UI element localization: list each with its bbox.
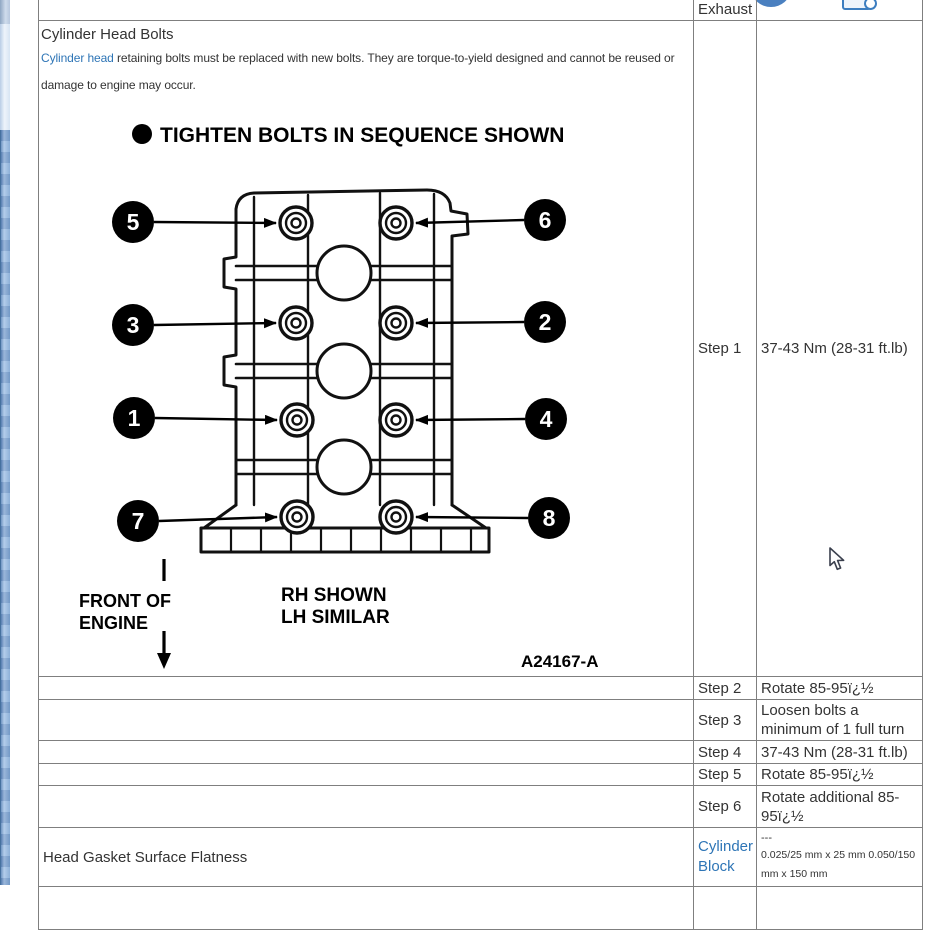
empty-cell: [39, 887, 694, 930]
engine-outline: [201, 190, 489, 552]
svg-text:6: 6: [538, 207, 552, 233]
diagram-title: TIGHTEN BOLTS IN SEQUENCE SHOWN: [160, 124, 565, 147]
mouse-cursor: [829, 547, 851, 573]
front-label-1: FRONT OF: [79, 591, 171, 611]
step4-label-cell: Step 4: [694, 741, 757, 764]
table-row-step3: [39, 700, 923, 741]
empty-cell: [39, 786, 694, 828]
flatness-value-dashes: ---: [761, 831, 772, 844]
cylinder-block-cell: [694, 828, 757, 887]
flatness-value-spec: 0.025/25 mm x 25 mm 0.050/150 mm x 150 mm: [761, 848, 916, 880]
side-label-1: RH SHOWN: [281, 585, 387, 606]
empty-cell: [757, 0, 923, 21]
table-row-step5: [39, 764, 923, 786]
empty-cell: [39, 677, 694, 700]
svg-text:2: 2: [538, 309, 552, 335]
step4-value-cell: 37-43 Nm (28-31 ft.lb): [757, 741, 923, 764]
torque-spec-table: [38, 0, 923, 930]
figure-id: A24167-A: [521, 652, 599, 671]
cylinder-head-bolts-cell: [39, 21, 694, 677]
table-row-exhaust: [39, 0, 923, 21]
scrollbar-thumb[interactable]: [0, 130, 10, 885]
step3-value-cell: Loosen bolts a minimum of 1 full turn: [757, 700, 923, 741]
svg-text:8: 8: [542, 505, 556, 531]
empty-cell: [39, 764, 694, 786]
empty-cell: [39, 0, 694, 21]
step6-label-cell: Step 6: [694, 786, 757, 828]
step5-value-cell: Rotate 85-95ï¿½: [757, 764, 923, 786]
left-edge-strip: [0, 0, 10, 885]
table-row-step2: [39, 677, 923, 700]
table-row-step4: [39, 741, 923, 764]
front-arrowhead-icon: [157, 653, 171, 669]
exhaust-label-cell: Exhaust: [694, 0, 757, 21]
scrollbar-cap: [0, 0, 10, 24]
svg-text:4: 4: [539, 406, 553, 432]
step3-label-cell: Step 3: [694, 700, 757, 741]
front-label-2: ENGINE: [79, 613, 149, 633]
svg-text:1: 1: [127, 405, 141, 431]
svg-text:3: 3: [126, 312, 140, 338]
svg-text:7: 7: [131, 508, 145, 534]
cylinder-head-link[interactable]: Cylinder head: [41, 51, 114, 65]
step6-value-cell: Rotate additional 85-95ï¿½: [757, 786, 923, 828]
section-paragraph: [41, 45, 689, 99]
step1-value-cell: 37-43 Nm (28-31 ft.lb): [757, 21, 923, 677]
empty-cell: [39, 741, 694, 764]
page-margin: [10, 0, 38, 885]
cylinder-block-link[interactable]: Cylinder Block: [698, 838, 754, 875]
paragraph-text: retaining bolts must be replaced with new bolts. They are torque-to-yield designed and cannot be reused or damage to engine may occur.: [41, 51, 675, 92]
spec-table-wrap: [38, 0, 923, 930]
table-row-head-gasket-flatness: [39, 828, 923, 887]
table-row-partial-bottom: [39, 887, 923, 930]
empty-cell: [757, 887, 923, 930]
step2-label-cell: Step 2: [694, 677, 757, 700]
flatness-label-cell: Head Gasket Surface Flatness: [39, 828, 694, 887]
empty-cell: [39, 700, 694, 741]
side-label-2: LH SIMILAR: [281, 607, 390, 628]
svg-text:5: 5: [126, 209, 140, 235]
table-row-step6: [39, 786, 923, 828]
section-title: Cylinder Head Bolts: [41, 26, 174, 43]
flatness-value-cell: [757, 828, 923, 887]
scrollbar-track[interactable]: [0, 24, 10, 130]
empty-cell: [694, 887, 757, 930]
bullet-icon: [132, 124, 152, 144]
step1-label-cell: Step 1: [694, 21, 757, 677]
bolt-sequence-diagram: [41, 107, 691, 675]
table-row-cylinder-head-bolts: [39, 21, 923, 677]
step5-label-cell: Step 5: [694, 764, 757, 786]
step2-value-cell: Rotate 85-95ï¿½: [757, 677, 923, 700]
